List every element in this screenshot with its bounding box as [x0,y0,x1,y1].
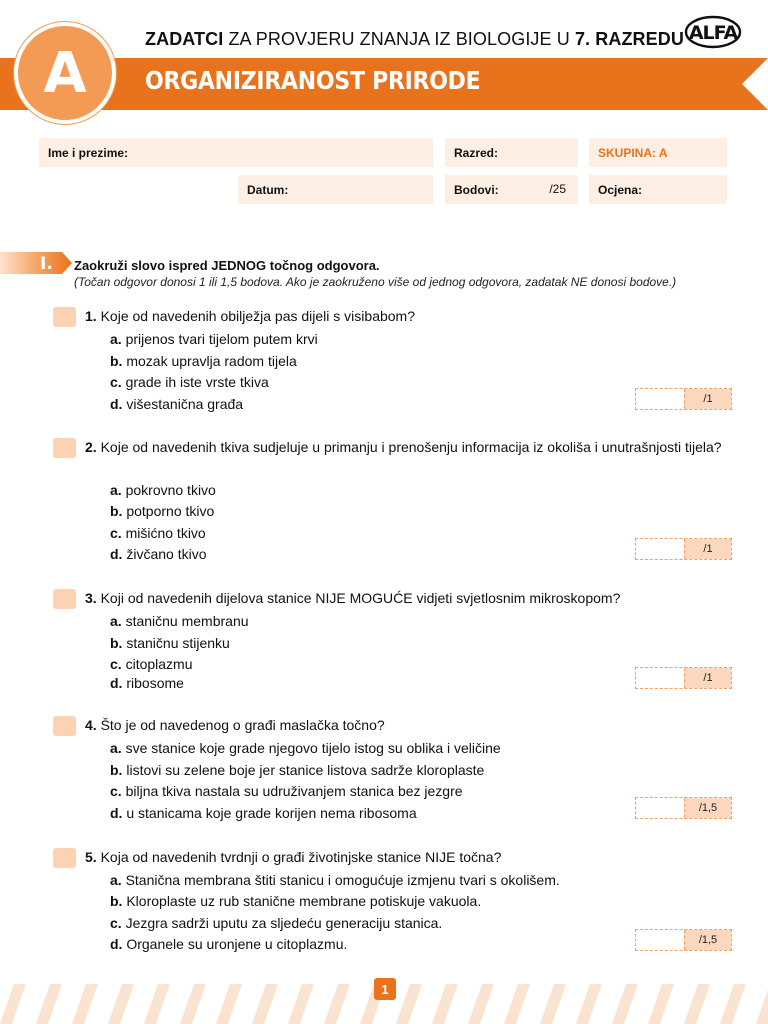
option-letter: c. [110,374,122,390]
option-d[interactable] [110,546,207,562]
answer-box[interactable] [53,589,76,609]
score-box [635,388,732,410]
option-text: citoplazmu [125,656,193,672]
option-text: pokrovno tkivo [125,482,216,498]
group-label: SKUPINA: A [598,146,668,160]
section-badge [0,252,72,278]
option-d[interactable] [110,396,243,412]
score-box [635,667,732,689]
section-note: (Točan odgovor donosi 1 ili 1,5 bodova. Ako je zaokruženo više od jednog odgovora, zadatak NE donosi bodove.) [74,275,677,289]
answer-box[interactable] [53,307,76,327]
option-c[interactable] [110,915,442,931]
points-label: Bodovi: [454,183,499,197]
question-prompt: Što je od navedenog o građi maslačka točno? [100,717,385,733]
score-box [635,797,732,819]
score-max: /1 [684,668,731,688]
class-field[interactable] [445,138,578,167]
question-text [85,307,735,326]
alfa-logo [684,14,742,54]
option-text: mozak upravlja radom tijela [126,353,297,369]
score-max: /1,5 [684,930,731,950]
option-text: Kloroplaste uz rub stanične membrane potiskuje vakuola. [126,893,482,909]
score-input[interactable] [636,389,684,409]
option-letter: a. [110,482,122,498]
question-number: 2. [85,439,97,455]
subtitle-middle: ZA PROVJERU ZNANJA IZ BIOLOGIJE U [223,29,575,49]
subtitle-bold-start: ZADATCI [145,29,224,49]
option-c[interactable] [110,783,463,799]
question-text [85,716,735,735]
answer-box[interactable] [53,716,76,736]
option-letter: d. [110,805,123,821]
option-letter: b. [110,503,123,519]
option-letter: a. [110,872,122,888]
option-text: ribosome [126,675,184,691]
svg-text:ALFA: ALFA [688,22,738,44]
grade-field[interactable] [589,175,727,204]
option-text: mišićno tkivo [125,525,206,541]
question-text [85,438,735,457]
option-letter: a. [110,740,122,756]
option-text: prijenos tvari tijelom putem krvi [125,331,318,347]
question-prompt: Koja od navedenih tvrdnji o građi životinjske stanice NIJE točna? [100,849,502,865]
score-box [635,538,732,560]
date-label: Datum: [247,183,289,197]
option-b[interactable] [110,503,214,519]
page-number: 1 [374,978,396,1000]
option-text: Organele su uronjene u citoplazmu. [126,936,348,952]
option-b[interactable] [110,893,481,909]
question-number: 1. [85,308,97,324]
question-prompt: Koje od navedenih obilježja pas dijeli s visibabom? [100,308,415,324]
score-max: /1,5 [684,798,731,818]
section-number: I. [40,254,53,274]
option-b[interactable] [110,635,230,651]
option-text: sve stanice koje grade njegovo tijelo istog su oblika i veličine [125,740,501,756]
option-letter: c. [110,525,122,541]
option-d[interactable] [110,936,347,952]
option-letter: c. [110,915,122,931]
option-letter: d. [110,675,123,691]
option-text: u stanicama koje grade korijen nema ribosoma [126,805,417,821]
question-text [85,589,735,608]
grade-badge [14,22,116,124]
name-label: Ime i prezime: [48,146,129,160]
option-a[interactable] [110,740,501,756]
name-field[interactable] [39,138,433,167]
question-prompt: Koji od navedenih dijelova stanice NIJE MOGUĆE vidjeti svjetlosnim mikroskopom? [100,590,621,606]
option-letter: c. [110,783,122,799]
option-d[interactable] [110,805,417,821]
option-b[interactable] [110,762,484,778]
option-text: višestanična građa [126,396,244,412]
score-input[interactable] [636,798,684,818]
option-text: živčano tkivo [126,546,207,562]
option-letter: d. [110,396,123,412]
option-text: listovi su zelene boje jer stanice listova sadrže kloroplaste [126,762,485,778]
grade-label: Ocjena: [598,183,643,197]
option-c[interactable] [110,656,193,672]
group-field [589,138,727,167]
option-text: potporno tkivo [126,503,215,519]
section-instruction: Zaokruži slovo ispred JEDNOG točnog odgovora. [74,258,380,273]
option-text: biljna tkiva nastala su udruživanjem stanica bez jezgre [125,783,463,799]
header-subtitle [145,29,684,50]
subtitle-bold-end: 7. RAZREDU [574,29,684,49]
option-a[interactable] [110,331,318,347]
option-a[interactable] [110,613,249,629]
date-field[interactable] [238,175,433,204]
option-a[interactable] [110,872,560,888]
option-text: staničnu stijenku [126,635,230,651]
option-d[interactable] [110,675,184,691]
points-field[interactable] [445,175,578,204]
option-text: Jezgra sadrži uputu za sljedeću generaciju stanica. [125,915,443,931]
option-letter: c. [110,656,122,672]
score-max: /1 [684,389,731,409]
option-text: staničnu membranu [125,613,249,629]
option-c[interactable] [110,525,206,541]
option-a[interactable] [110,482,216,498]
score-input[interactable] [636,539,684,559]
option-text: grade ih iste vrste tkiva [125,374,269,390]
option-letter: a. [110,331,122,347]
score-input[interactable] [636,930,684,950]
question-number: 5. [85,849,97,865]
points-total: /25 [549,182,566,196]
question-number: 3. [85,590,97,606]
option-letter: d. [110,936,123,952]
score-max: /1 [684,539,731,559]
option-letter: d. [110,546,123,562]
question-number: 4. [85,717,97,733]
class-label: Razred: [454,146,499,160]
option-b[interactable] [110,353,297,369]
option-letter: a. [110,613,122,629]
question-prompt: Koje od navedenih tkiva sudjeluje u primanju i prenošenju informacija iz okoliša i unutrašnjosti tijela? [100,439,722,455]
option-letter: b. [110,635,123,651]
page-title: ORGANIZIRANOST PRIRODE [145,66,481,95]
answer-box[interactable] [53,848,76,868]
score-box [635,929,732,951]
option-letter: b. [110,893,123,909]
question-text [85,848,735,867]
option-text: Stanična membrana štiti stanicu i omogućuje izmjenu tvari s okolišem. [125,872,560,888]
score-input[interactable] [636,668,684,688]
grade-letter: A [43,40,87,106]
answer-box[interactable] [53,438,76,458]
option-letter: b. [110,353,123,369]
option-letter: b. [110,762,123,778]
option-c[interactable] [110,374,269,390]
